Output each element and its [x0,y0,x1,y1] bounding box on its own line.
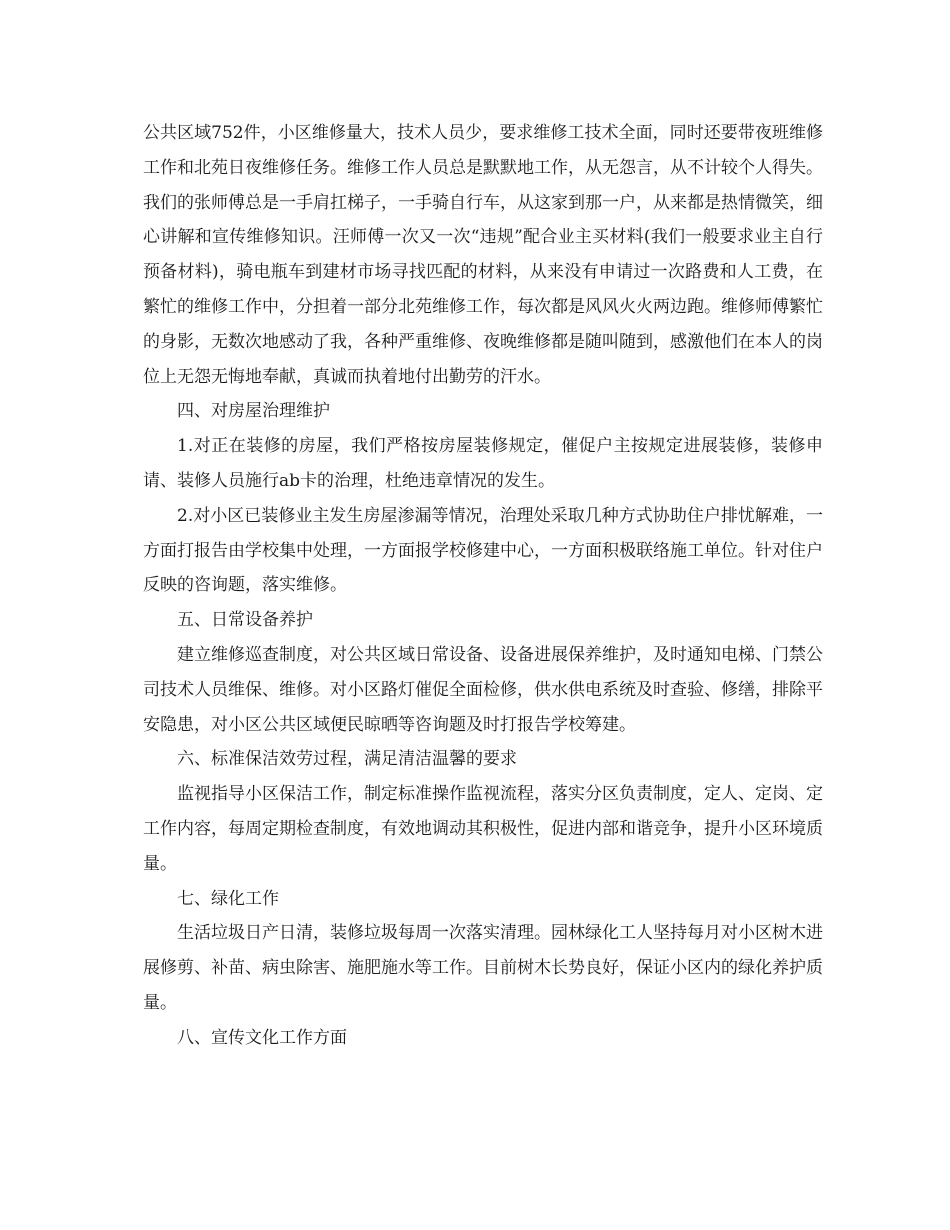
section-heading-house-management: 四、对房屋治理维护 [177,401,330,422]
body-paragraph-maintenance-staff: 公共区域752件，小区维修量大，技术人员少，要求维修工技术全面，同时还要带夜班维修工作和北苑日夜维修任务。维修工作人员总是默默地工作，从无怨言，从不计较个人得失。我们的张师傅总是一手肩扛梯子，一手骑自行车，从这家到那一户，从来都是热情微笑，细心讲解和宣传维修知识。汪师傅一次又一次“违规”配合业主买材料(我们一般要求业主自行预备材料)，骑电瓶车到建材市场寻找匹配的材料，从来没有申请过一次路费和人工费，在繁忙的维修工作中，分担着一部分北苑维修工作，每次都是风风火火两边跑。维修师傅繁忙的身影，无数次地感动了我，各种严重维修、夜晚维修都是随叫随到，感激他们在本人的岗位上无怨无悔地奉献，真诚而执着地付出勤劳的汗水。 [143,123,823,387]
body-paragraph-leakage-handling: 2.对小区已装修业主发生房屋渗漏等情况，治理处采取几种方式协助住户排忧解难，一方面打报告由学校集中处理，一方面报学校修建中心，一方面积极联络施工单位。针对住户反映的咨询题，落实维修。 [143,505,823,596]
section-heading-cleaning-service: 六、标准保洁效劳过程，满足清洁温馨的要求 [177,749,517,770]
body-paragraph-renovation-rules: 1.对正在装修的房屋，我们严格按房屋装修规定，催促户主按规定进展装修，装修申请、装修人员施行ab卡的治理，杜绝违章情况的发生。 [143,436,823,491]
section-heading-equipment-maintenance: 五、日常设备养护 [177,610,313,631]
body-paragraph-cleaning-supervision: 监视指导小区保洁工作，制定标准操作监视流程，落实分区负责制度，定人、定岗、定工作内容，每周定期检查制度，有效地调动其积极性，促进内部和谐竞争，提升小区环境质量。 [143,784,823,874]
body-paragraph-inspection-system: 建立维修巡查制度，对公共区域日常设备、设备进展保养维护，及时通知电梯、门禁公司技术人员维保、维修。对小区路灯催促全面检修，供水供电系统及时查验、修缮，排除平安隐患，对小区公共区域便民晾晒等咨询题及时打报告学校筹建。 [143,644,823,735]
body-paragraph-garbage-greening: 生活垃圾日产日清，装修垃圾每周一次落实清理。园林绿化工人坚持每月对小区树木进展修剪、补苗、病虫除害、施肥施水等工作。目前树木长势良好，保证小区内的绿化养护质量。 [143,923,823,1013]
document-body [143,116,823,1056]
section-heading-publicity-culture: 八、宣传文化工作方面 [177,1027,347,1048]
section-heading-greening-work: 七、绿化工作 [177,888,279,909]
